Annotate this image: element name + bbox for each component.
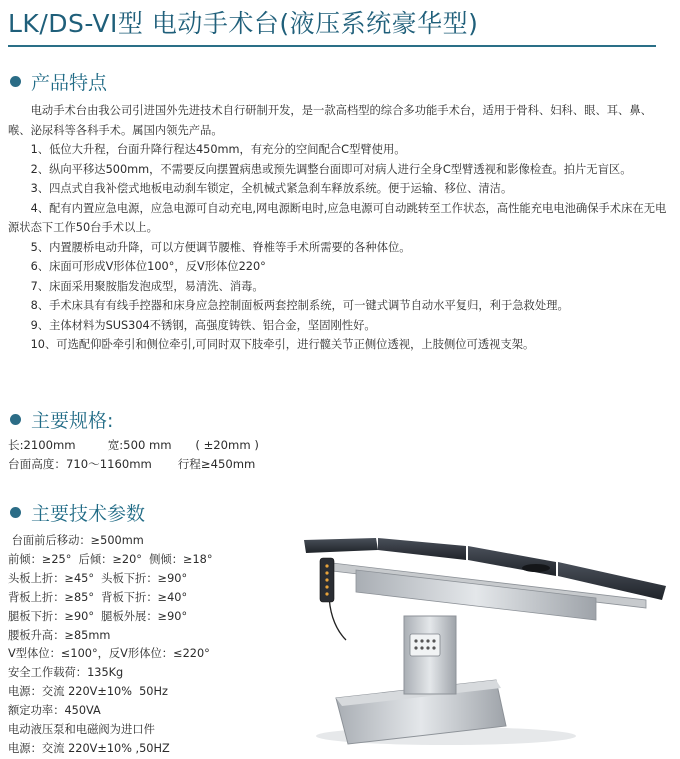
back-pad: [378, 538, 466, 560]
spec-length: 长:2100mm: [8, 438, 76, 452]
page-title: LK/DS-VI型 电动手术台(液压系统豪华型): [8, 9, 479, 38]
feature-item: 10、可选配仰卧牵引和侧位牵引,可同时双下肢牵引，进行髋关节正侧位透视，上肢侧位可透视支架。: [30, 338, 535, 351]
perineal-cutout: [522, 564, 550, 572]
feature-item: 5、内置腰桥电动升降，可以方便调节腰椎、脊椎等手术所需要的各种体位。: [30, 240, 411, 254]
specs-row-dimensions: [8, 436, 259, 455]
params-heading-text: 主要技术参数: [31, 502, 146, 525]
feature-item: 4、配有内置应急电源，应急电源可自动充电,网电源断电时,应急电源可自动跳转至工作状态，高性能充电电池确保手术床在无电源状态下工作50台手术以上。: [8, 201, 667, 234]
param-item: 台面前后移动：≥500mm: [8, 534, 144, 547]
param-item: 安全工作载荷：135Kg: [8, 666, 124, 680]
controller-button-icon: [325, 578, 328, 581]
param-item: 额定功率：450VA: [8, 704, 101, 718]
feature-item: 1、低位大升程，台面升降行程达450mm，有充分的空间配合C型臂使用。: [30, 143, 406, 156]
panel-button-icon: [420, 639, 423, 642]
feature-item: 2、纵向平移达500mm，不需要反向摆置病患或预先调整台面即可对病人进行全身C型臂透视和影像检查。拍片无盲区。: [30, 162, 632, 176]
feature-item: 3、四点式自我补偿式地板电动刹车锁定，全机械式紧急刹车释放系统。便于运输、移位、清洁。: [30, 182, 513, 195]
title-divider: [8, 45, 656, 47]
spec-width: 宽:500 mm: [107, 438, 172, 452]
specs-block: [8, 436, 259, 474]
feature-item: 6、床面可形成V形体位100°，反V形体位220°: [30, 260, 266, 273]
specs-heading: [10, 406, 113, 432]
param-item: 电动液压泵和电磁阀为进口件: [8, 723, 155, 737]
bullet-icon: [10, 414, 21, 425]
params-list: [8, 532, 213, 759]
feature-item: 7、床面采用聚胺脂发泡成型，易清洗、消毒。: [30, 279, 264, 293]
feature-item: 8、手术床具有有线手控器和床身应急控制面板两套控制系统，可一键式调节自动水平复归，利于急救处理。: [30, 299, 569, 312]
panel-button-icon: [432, 646, 435, 649]
param-item: 腰板升高：≥85mm: [8, 628, 111, 642]
specs-heading-text: 主要规格:: [31, 409, 114, 432]
feature-list: [8, 140, 672, 355]
panel-button-icon: [414, 639, 417, 642]
head-pad: [304, 538, 378, 553]
controller-button-icon: [325, 564, 328, 567]
spec-tolerance: ( ±20mm ): [195, 438, 259, 452]
intro-paragraph: 电动手术台由我公司引进国外先进技术自行研制开发，是一款高档型的综合多功能手术台，适用于骨科、妇科、眼、耳、鼻、喉、泌尿科等各科手术。属国内领先产品。: [8, 104, 652, 137]
seat-pad: [468, 546, 556, 576]
table-frame: [356, 570, 596, 620]
operating-table-image: [296, 520, 666, 750]
features-heading-text: 产品特点: [31, 71, 108, 94]
bullet-icon: [10, 76, 21, 87]
panel-button-icon: [420, 646, 423, 649]
panel-button-icon: [414, 646, 417, 649]
spec-height: 台面高度：710～1160mm: [8, 457, 152, 471]
panel-button-icon: [432, 639, 435, 642]
param-item: 前倾：≥25° 后倾：≥20° 侧倾：≥18°: [8, 552, 213, 566]
controller-button-icon: [325, 585, 328, 588]
spec-stroke: 行程≥450mm: [177, 457, 256, 471]
panel-button-icon: [426, 646, 429, 649]
param-item: 腿板下折：≥90° 腿板外展：≥90°: [8, 609, 188, 623]
param-item: 电源：交流 220V±10% ,50HZ: [8, 741, 170, 755]
features-intro: [8, 101, 672, 140]
feature-item: 9、主体材料为SUS304不锈钢，高强度铸铁、铝合金，坚固刚性好。: [30, 318, 376, 332]
features-heading: [10, 68, 107, 94]
specs-row-height: [8, 455, 259, 474]
emergency-control-panel: [410, 634, 440, 656]
panel-button-icon: [426, 639, 429, 642]
bullet-icon: [10, 507, 21, 518]
param-item: 背板上折：≥85° 背板下折：≥40°: [8, 590, 188, 604]
params-heading: [10, 499, 145, 525]
param-item: 电源：交流 220V±10% 50Hz: [8, 685, 168, 699]
param-item: V型体位：≤100°，反V形体位：≤220°: [8, 647, 210, 661]
controller-button-icon: [325, 592, 328, 595]
controller-button-icon: [325, 571, 328, 574]
param-item: 头板上折：≥45° 头板下折：≥90°: [8, 571, 188, 585]
